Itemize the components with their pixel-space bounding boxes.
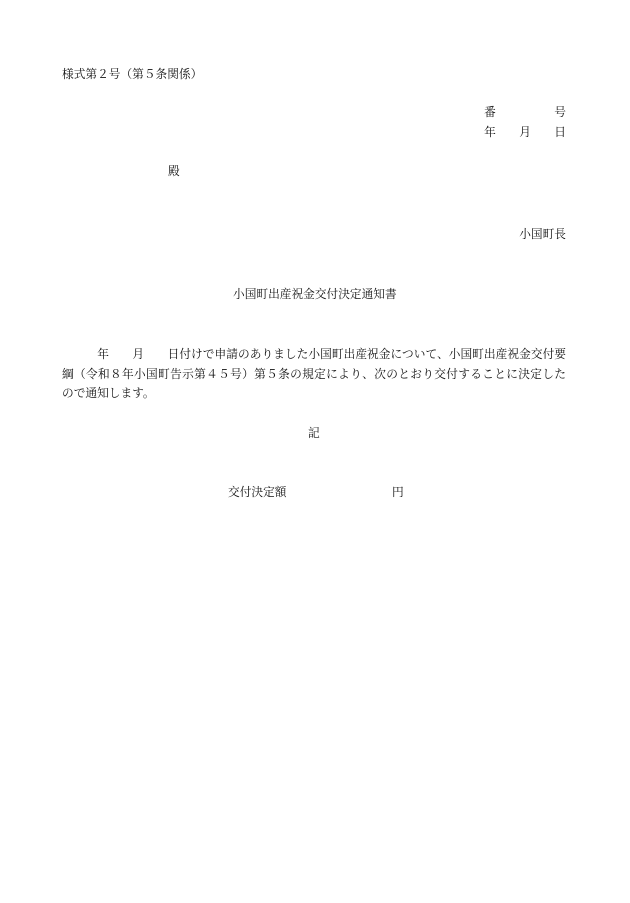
addressee-suffix: 殿: [168, 164, 180, 178]
reference-number: 番 号: [484, 105, 566, 119]
issuer-name: 小国町長: [519, 227, 566, 241]
grant-amount-unit: 円: [392, 485, 404, 499]
body-line: 綱（令和８年小国町告示第４５号）第５条の規定により、次のとおり交付することに決定した: [62, 366, 566, 381]
document-title: 小国町出産祝金交付決定通知書: [233, 287, 397, 301]
grant-amount-label: 交付決定額: [228, 485, 287, 499]
body-line: ので通知します。: [62, 386, 155, 400]
issue-date: 年 月 日: [484, 125, 566, 139]
ki-heading: 記: [308, 426, 320, 440]
body-line: 年 月 日付けで申請のありました小国町出産祝金について、小国町出産祝金交付要: [62, 347, 566, 361]
body-paragraph: [62, 345, 566, 404]
form-number: 様式第２号（第５条関係）: [62, 67, 203, 81]
